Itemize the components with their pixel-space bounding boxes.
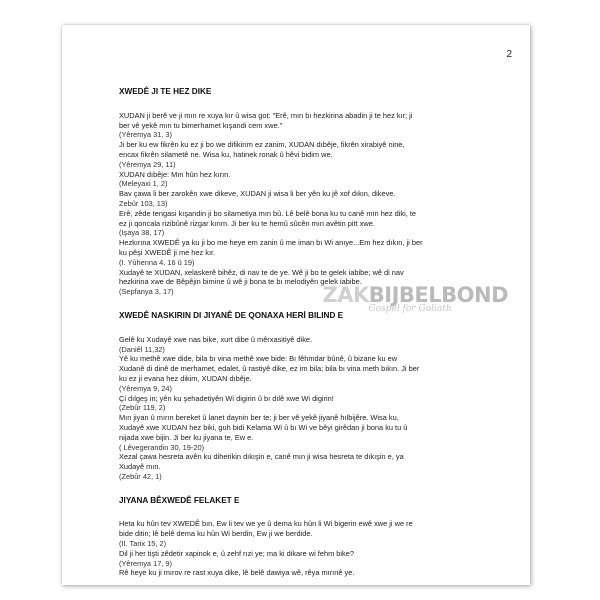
text-line: Xezal çawa hesreta avên ku diherikin dıkışin e, canê mın ji wisa hesreta te dıkışin e, ya xyxy=(119,452,404,462)
text-line: (Sepfanya 3, 17) xyxy=(119,287,174,297)
verse-reference xyxy=(119,345,511,355)
text-line: ku ez ji evana hez dikim, XUDAN dıbêje. xyxy=(119,373,252,383)
verse-reference xyxy=(119,443,511,453)
verse-text xyxy=(119,335,511,345)
section xyxy=(119,496,511,579)
verse-reference xyxy=(119,160,511,170)
verse-text xyxy=(119,394,511,404)
verse-text xyxy=(119,549,511,559)
verse-text xyxy=(119,238,511,258)
text-line: (Yêremya 17, 9) xyxy=(119,558,172,568)
text-line: bide ditin; lê belê dema ku hûn Wi berdin, Ew ji we berdide. xyxy=(119,529,313,539)
verse-reference xyxy=(119,228,511,238)
watermark-tagline: Gospel for Goliath xyxy=(368,304,452,314)
text-line: ber vê yekê mın tu bimerhamet kışandi cem xwe." xyxy=(119,120,283,130)
page-number: 2 xyxy=(506,49,512,60)
text-line: Hezkırına XWEDÊ ya ku ji bo me heye em zanin û me iman bı Wi anıye...Em hez dıkın, ji ber xyxy=(119,238,423,248)
verse-reference xyxy=(119,179,511,189)
verse-reference xyxy=(119,199,511,209)
text-line: ez ji qoncala rizibûnê rizgar kırım. Ji ber ku te hemû sûcên mın avêtin pitt xwe. xyxy=(119,218,375,228)
text-line: Bav çawa li ber zarokên xwe dikeve, XUDAN ji wisa li ber yên ku jê xof dıkın, dikeve. xyxy=(119,189,396,199)
text-line: ( Lêvegerandin 30, 19-20) xyxy=(119,442,205,452)
text-line: (Meleyaxi 1, 2) xyxy=(119,179,168,189)
text-line: Ji ber ku ew fikrên ku ez ji bo we difikirım ez zanim, XUDAN dıbêje, fikrên xirabiyê nine, xyxy=(119,140,405,150)
text-line: Xudayê xwe XUDAN hez biki, guh bidi Kelama Wi û bı Wi ve bêyi girêdan ji bona ku tu û xyxy=(119,422,408,432)
verse-text xyxy=(119,209,511,229)
verse-reference xyxy=(119,403,511,413)
text-line: (II. Tarix 15, 2) xyxy=(119,539,167,549)
page-content xyxy=(119,87,511,585)
verse-reference xyxy=(119,472,511,482)
text-line: (Işaya 38, 17) xyxy=(119,228,165,238)
watermark-logo: ZAKBIJBELBOND xyxy=(322,283,508,307)
verse-reference xyxy=(119,258,511,268)
verse-text xyxy=(119,140,511,160)
text-line: Xudayê mın. xyxy=(119,462,161,472)
section xyxy=(119,87,511,297)
verse-text xyxy=(119,354,511,383)
text-line: Rê heye ku ji mırov re rast xuya dike, lê belê dawiya wê, rêya mırınê ye. xyxy=(119,568,355,578)
verse-reference xyxy=(119,384,511,394)
text-line: (Yêremya 9, 24) xyxy=(119,383,172,393)
text-line: XUDAN ji berê ve ji mın re xuya kır û wisa got: "Erê, mın bı hezkirina abadin ji te hez kır; ji xyxy=(119,110,413,120)
section-heading: JIYANA BÊXWEDÊ FELAKET E xyxy=(119,495,240,505)
text-line: (Zebûr 119, 2) xyxy=(119,403,166,413)
text-line: (Yêremya 31, 3) xyxy=(119,130,172,140)
verse-text xyxy=(119,452,511,472)
verse-text xyxy=(119,170,511,180)
text-line: (Zebûr 42, 1) xyxy=(119,471,162,481)
text-line: ku pêşi XWEDÊ ji me hez kır. xyxy=(119,247,216,257)
text-line: Yê ku methê xwe dide, bila bı vina methê xwe bide: Bı fêhmdar bûnê, û bizane ku ew xyxy=(119,354,398,364)
text-line: Gelê ku Xudayê xwe nas bike, xurt dibe û mêrxasitiyê dike. xyxy=(119,334,313,344)
verse-text xyxy=(119,519,511,539)
text-line: Xudayê te XUDAN, xelaskerê bihêz, di nav te de ye. Wê ji bo te gelek iabibe; wê di nav xyxy=(119,267,404,277)
verse-text xyxy=(119,189,511,199)
verse-reference xyxy=(119,539,511,549)
text-line: Heta ku hûn tev XWEDÊ bın, Ew li tev we ye û dema ku hûn li Wi bigerin ewê xwe ji we re xyxy=(119,519,413,529)
section xyxy=(119,311,511,482)
verse-text xyxy=(119,413,511,442)
text-line: (Yêremya 29, 11) xyxy=(119,159,176,169)
text-line: (Daniêl 11,32) xyxy=(119,344,165,354)
text-line: hezkirina xwe de Bêpêjin bimine û wê ji bona te bı melodiyên gelek iabibe. xyxy=(119,277,362,287)
verse-text xyxy=(119,568,511,578)
text-line: XUDAN dıbêje: Mın hûn hez kırın. xyxy=(119,169,231,179)
text-line: Mın jiyan û mırın bereket û lanet daynin ber te; ji ber vê yekê jiyanê hılbijêre. Wisa ku, xyxy=(119,413,399,423)
document-page xyxy=(62,25,530,585)
verse-reference xyxy=(119,287,511,297)
text-line: Çi dılgeş in; yên ku şehadetiyên Wi digirin û bı dılê xwe Wi digirin! xyxy=(119,393,334,403)
section-heading: XWEDÊ JI TE HEZ DIKE xyxy=(119,87,212,96)
text-line: encax fikrên silametê ne. Wisa ku, hatinek ronak û hêvi bidim we. xyxy=(119,149,333,159)
text-line: Erê, zêde tengasi kışandin ji bo silametiya mın bû. Lê belê bona ku tu canê mın hez diki, te xyxy=(119,208,417,218)
verse-reference xyxy=(119,130,511,140)
verse-text xyxy=(119,111,511,131)
text-line: nijada xwe bijin. Ji ber ku jiyana te, Ew e. xyxy=(119,432,254,442)
section-heading: XWEDÊ NASKIRIN DI JIYANÊ DE QONAXA HERİ BILIND E xyxy=(119,310,344,320)
verse-reference xyxy=(119,559,511,569)
verse-text xyxy=(119,268,511,288)
text-line: Xudanê di dinê de merhamet, edalet, û rastiyê dike, ez im bila; bila bı vina meth bıkın. Ji ber xyxy=(119,364,420,374)
text-line: (I. Yûhenna 4, 16 û 19) xyxy=(119,257,195,267)
text-line: Dil ji her tişti zêdetir xapinok e, û zehf rızi ye; ma ki dikare wi fehm bike? xyxy=(119,548,354,558)
text-line: Zebûr 103, 13) xyxy=(119,198,168,208)
